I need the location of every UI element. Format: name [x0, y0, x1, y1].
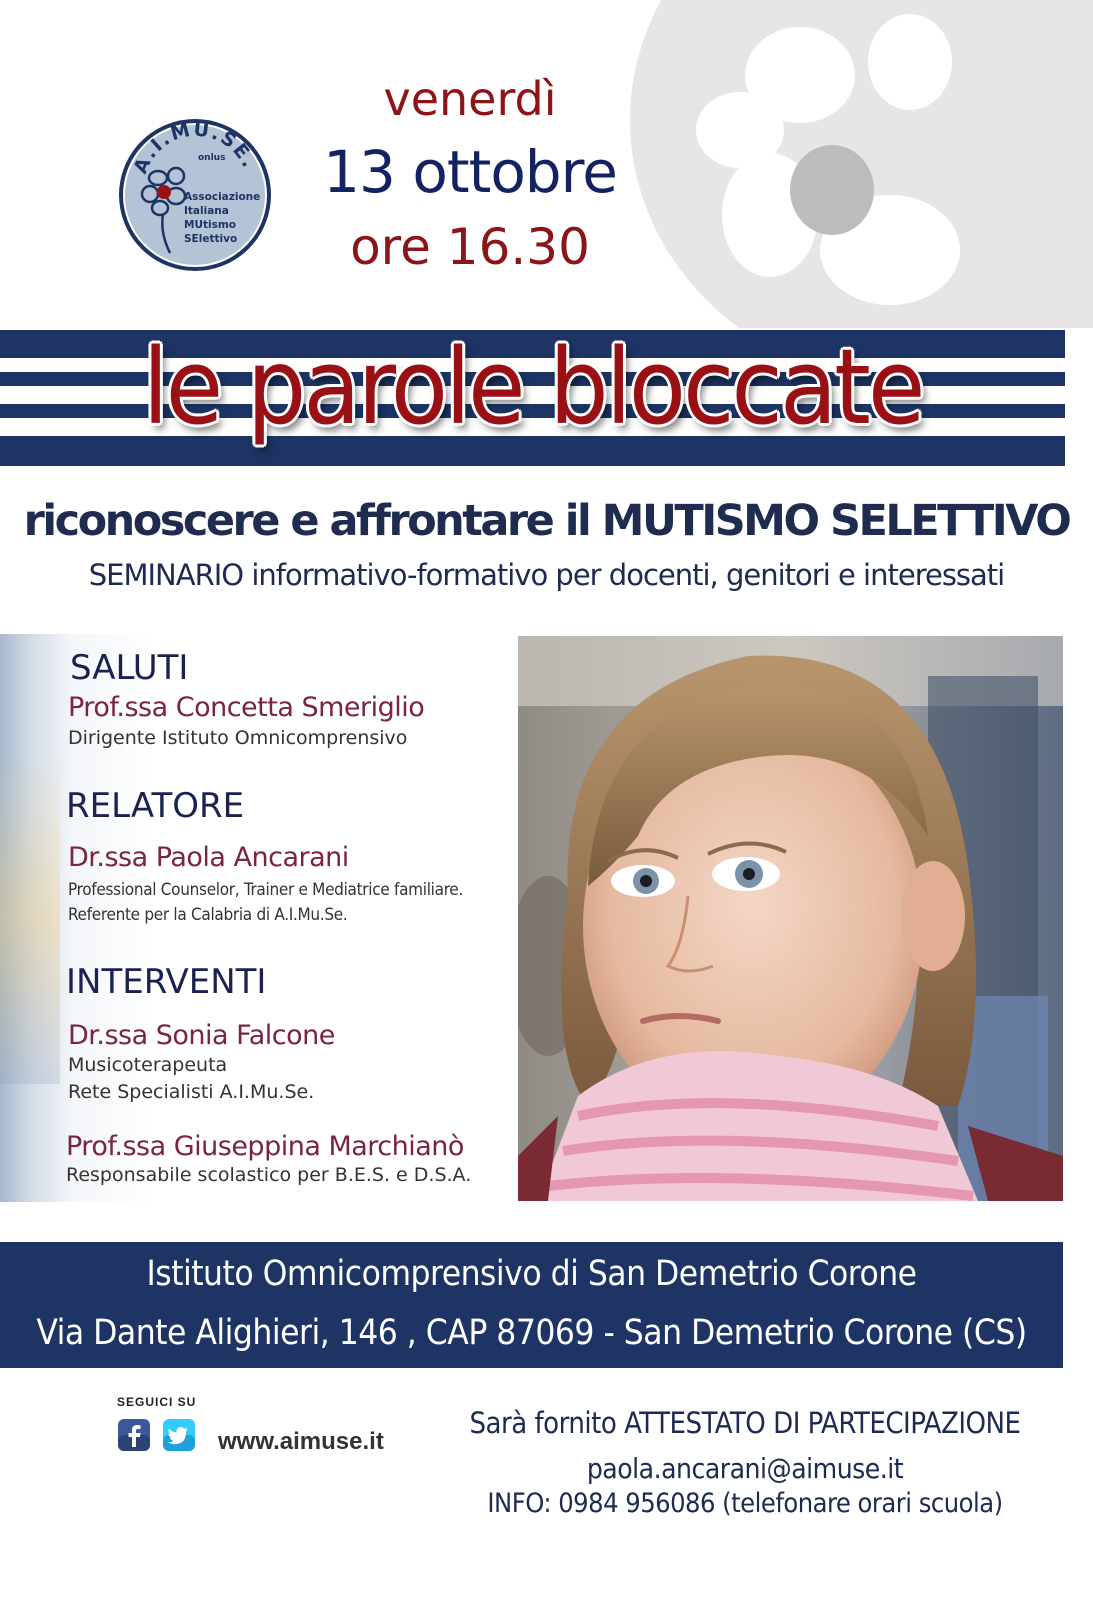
- interventi-speaker-2-name: Prof.ssa Giuseppina Marchianò: [66, 1131, 464, 1162]
- saluti-speaker-role: Dirigente Istituto Omnicomprensivo: [68, 727, 408, 749]
- event-day: venerdì: [383, 72, 557, 126]
- aimuse-logo: [118, 118, 273, 273]
- interventi-speaker-2-role: Responsabile scolastico per B.E.S. e D.S.A.: [66, 1164, 472, 1186]
- subtitle: riconoscere e affrontare il MUTISMO SELETTIVO: [23, 496, 1070, 546]
- contact-email[interactable]: paola.ancarani@aimuse.it: [586, 1452, 904, 1485]
- twitter-icon[interactable]: [162, 1418, 196, 1452]
- seminar-description: SEMINARIO informativo-formativo per docenti, genitori e interessati: [88, 558, 1005, 592]
- event-time: ore 16.30: [350, 218, 590, 276]
- svg-text:Italiana: Italiana: [184, 205, 229, 217]
- svg-text:onlus: onlus: [198, 153, 226, 163]
- venue-address: Via Dante Alighieri, 146 , CAP 87069 - San Demetrio Corone (CS): [36, 1313, 1027, 1353]
- svg-text:MUtismo: MUtismo: [184, 219, 236, 231]
- svg-text:A.I.MU.SE.: A.I.MU.SE.: [129, 118, 261, 177]
- event-date: 13 ottobre: [323, 138, 617, 206]
- svg-text:Associazione: Associazione: [184, 191, 261, 203]
- interventi-speaker-1-name: Dr.ssa Sonia Falcone: [68, 1020, 335, 1051]
- svg-text:SElettivo: SElettivo: [184, 233, 238, 245]
- venue-name: Istituto Omnicomprensivo di San Demetrio Corone: [146, 1254, 917, 1294]
- relatore-speaker-role-2: Referente per la Calabria di A.I.Mu.Se.: [68, 905, 348, 925]
- relatore-speaker-name: Dr.ssa Paola Ancarani: [68, 842, 349, 873]
- saluti-speaker-name: Prof.ssa Concetta Smeriglio: [68, 692, 425, 723]
- certificate-note: Sarà fornito ATTESTATO DI PARTECIPAZIONE: [469, 1406, 1021, 1440]
- main-title: le parole bloccate: [142, 326, 923, 448]
- facebook-icon[interactable]: [117, 1418, 151, 1452]
- child-photo: [518, 636, 1063, 1201]
- section-relatore-heading: RELATORE: [66, 786, 245, 826]
- section-saluti-heading: SALUTI: [70, 648, 189, 688]
- section-interventi-heading: INTERVENTI: [66, 962, 267, 1002]
- relatore-speaker-role-1: Professional Counselor, Trainer e Mediatrice familiare.: [68, 880, 463, 900]
- website-link[interactable]: www.aimuse.it: [218, 1428, 384, 1455]
- interventi-speaker-1-role-1: Musicoterapeuta: [68, 1054, 228, 1076]
- follow-us-label: SEGUICI SU: [117, 1395, 197, 1409]
- info-phone: INFO: 0984 956086 (telefonare orari scuola): [487, 1488, 1003, 1519]
- interventi-speaker-1-role-2: Rete Specialisti A.I.Mu.Se.: [68, 1081, 315, 1103]
